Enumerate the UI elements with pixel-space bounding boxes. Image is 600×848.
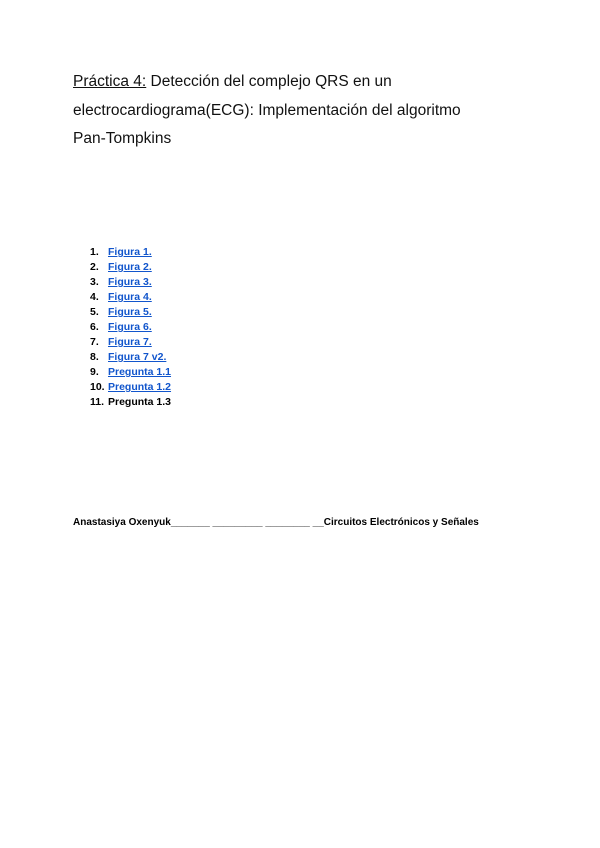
toc-item-number: 4. xyxy=(90,291,99,303)
toc-item xyxy=(90,395,171,410)
toc-link-figura-6[interactable]: Figura 6. xyxy=(108,321,152,333)
toc-item-number: 10. xyxy=(90,381,105,393)
title-line2: electrocardiograma(ECG): Implementación del algoritmo xyxy=(73,101,461,119)
toc-link-figura-7[interactable]: Figura 7. xyxy=(108,336,152,348)
toc-item xyxy=(90,320,171,335)
toc-item xyxy=(90,275,171,290)
toc-link-figura-4[interactable]: Figura 4. xyxy=(108,291,152,303)
toc-item-number: 2. xyxy=(90,261,99,273)
title-prefix: Práctica 4: xyxy=(73,73,147,90)
toc-link-figura-5[interactable]: Figura 5. xyxy=(108,306,152,318)
toc-item xyxy=(90,260,171,275)
title-line1: Detección del complejo QRS en un xyxy=(146,73,392,90)
author-course-line: Anastasiya Oxenyuk_______ _________ ________ __Circuitos Electrónicos y Señales xyxy=(73,517,479,528)
toc-link-figura-3[interactable]: Figura 3. xyxy=(108,276,152,288)
table-of-contents xyxy=(90,245,171,410)
toc-link-figura-1[interactable]: Figura 1. xyxy=(108,246,152,258)
toc-item-number: 7. xyxy=(90,336,99,348)
toc-item xyxy=(90,335,171,350)
title-line3: Pan-Tompkins xyxy=(73,130,172,147)
toc-item-pregunta-1-3: Pregunta 1.3 xyxy=(108,396,172,408)
toc-link-pregunta-1-2[interactable]: Pregunta 1.2 xyxy=(108,381,172,393)
toc-item-number: 11. xyxy=(90,396,105,408)
toc-item xyxy=(90,305,171,320)
toc-item-number: 6. xyxy=(90,321,99,333)
document-title xyxy=(73,68,543,154)
toc-item xyxy=(90,245,171,260)
toc-link-figura-7-v2[interactable]: Figura 7 v2. xyxy=(108,351,167,363)
toc-item-number: 9. xyxy=(90,366,99,378)
toc-item xyxy=(90,290,171,305)
toc-item-number: 8. xyxy=(90,351,99,363)
toc-item xyxy=(90,350,171,365)
toc-link-figura-2[interactable]: Figura 2. xyxy=(108,261,152,273)
toc-link-pregunta-1-1[interactable]: Pregunta 1.1 xyxy=(108,366,172,378)
toc-item xyxy=(90,380,171,395)
toc-item-number: 3. xyxy=(90,276,99,288)
toc-item-number: 1. xyxy=(90,246,99,258)
toc-item-number: 5. xyxy=(90,306,99,318)
toc-item xyxy=(90,365,171,380)
